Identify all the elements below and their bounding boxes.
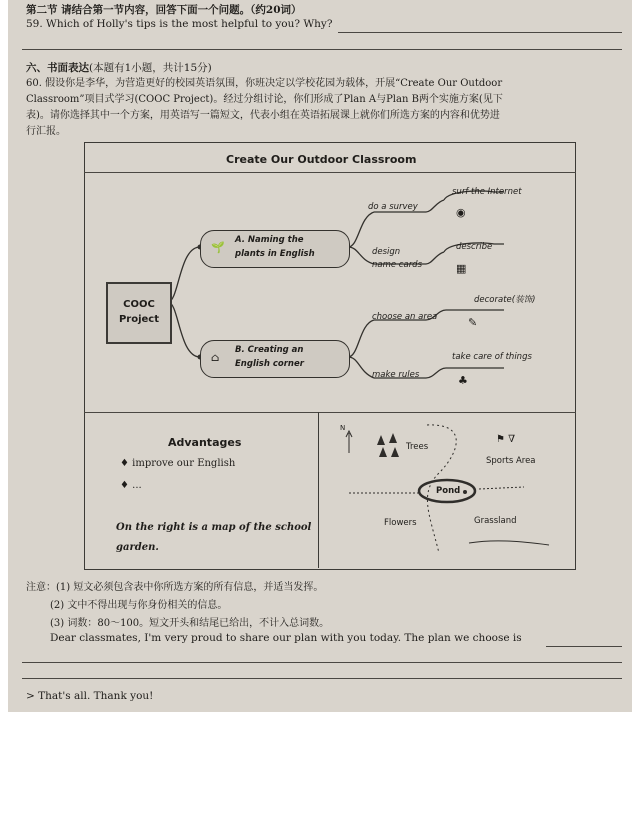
map-trees: Trees: [406, 442, 429, 452]
plan-a-node: [200, 230, 350, 268]
writing-line-2: [22, 678, 622, 679]
plan-a-line1: A. Naming the: [235, 235, 304, 245]
advantage-item-2: ♦ ...: [120, 480, 142, 491]
decorate-icon: ✎: [468, 316, 478, 329]
sports-icon: ⚑ ∇: [496, 434, 516, 445]
plan-b-line2: English corner: [235, 359, 304, 369]
essay-closing-text: That's all. Thank you!: [38, 690, 154, 702]
b-leaf-care: take care of things: [452, 352, 532, 362]
care-icon: ♣: [458, 374, 468, 387]
map-flowers: Flowers: [384, 518, 417, 528]
plant-icon: 🌱: [211, 241, 225, 254]
diagram-title: Create Our Outdoor Classroom: [226, 153, 417, 166]
essay-opening: Dear classmates, I'm very proud to share our plan with you today. The plan we choose is: [50, 632, 522, 644]
writing-line-0: [546, 646, 622, 647]
a-leaf-internet: surf the Internet: [452, 187, 522, 197]
answer-line-59: [338, 32, 622, 33]
advantage-item-1: ♦ improve our English: [120, 458, 236, 469]
writing-line-1: [22, 662, 622, 663]
exam-sheet: [8, 0, 632, 712]
a-branch-survey: do a survey: [368, 202, 418, 212]
a-leaf-describe: describe: [456, 242, 493, 252]
a-branch-design-2: name cards: [372, 260, 423, 270]
note-2: (2) 文中不得出现与你身份相关的信息。: [50, 600, 228, 611]
map-pond: Pond: [436, 486, 461, 496]
section6-heading-note: (本题有1小题，共计15分): [89, 62, 212, 74]
advantages-title: Advantages: [168, 436, 242, 449]
map-north: N: [340, 424, 346, 432]
b-branch-area: choose an area: [372, 312, 438, 322]
map-grassland: Grassland: [474, 516, 517, 526]
b-leaf-decorate: decorate(装饰): [474, 295, 536, 305]
plan-b-node: [200, 340, 350, 378]
question-59: 59. Which of Holly's tips is the most helpful to you? Why?: [26, 18, 333, 30]
section6-heading-wrap: [26, 60, 212, 75]
a-branch-design-1: design: [372, 247, 401, 257]
q60-line2: Classroom”项目式学习(COOC Project)。经过分组讨论，你们形成了Plan A与Plan B两个实施方案(见下: [26, 94, 503, 105]
map-note-line1: On the right is a map of the school: [116, 522, 312, 533]
section6-heading: 六、书面表达: [26, 62, 89, 74]
section2-heading: 第二节 请结合第一节内容，回答下面一个问题。（约20词）: [26, 4, 302, 16]
center-line2: Project: [118, 314, 160, 325]
map-sports-area: Sports Area: [486, 456, 536, 466]
plan-a-line2: plants in English: [235, 249, 315, 259]
map-note-line2: garden.: [116, 542, 159, 553]
card-icon: ▦: [456, 262, 467, 275]
globe-icon: ◉: [456, 206, 466, 219]
answer-line-59b: [22, 49, 622, 50]
plan-b-line1: B. Creating an: [235, 345, 304, 355]
center-line1: COOC: [123, 299, 155, 310]
cooc-project-node: [106, 282, 172, 344]
b-branch-rules: make rules: [372, 370, 420, 380]
q60-line1: 60. 假设你是李华，为营造更好的校园英语氛围，你班决定以学校花园为载体，开展“Create Our Outdoor: [26, 78, 503, 89]
house-icon: ⌂: [211, 351, 220, 364]
q60-line4: 行汇报。: [26, 126, 66, 137]
note-1: 注意：(1) 短文必须包含表中你所选方案的所有信息，并适当发挥。: [26, 582, 324, 593]
essay-closing: > That's all. Thank you!: [26, 690, 154, 702]
note-3: (3) 词数：80～100。短文开头和结尾已给出，不计入总词数。: [50, 618, 330, 629]
q60-line3: 表)。请你选择其中一个方案，用英语写一篇短文，代表小组在英语拓展课上就你们所选方案的内容和优势进: [26, 110, 500, 121]
